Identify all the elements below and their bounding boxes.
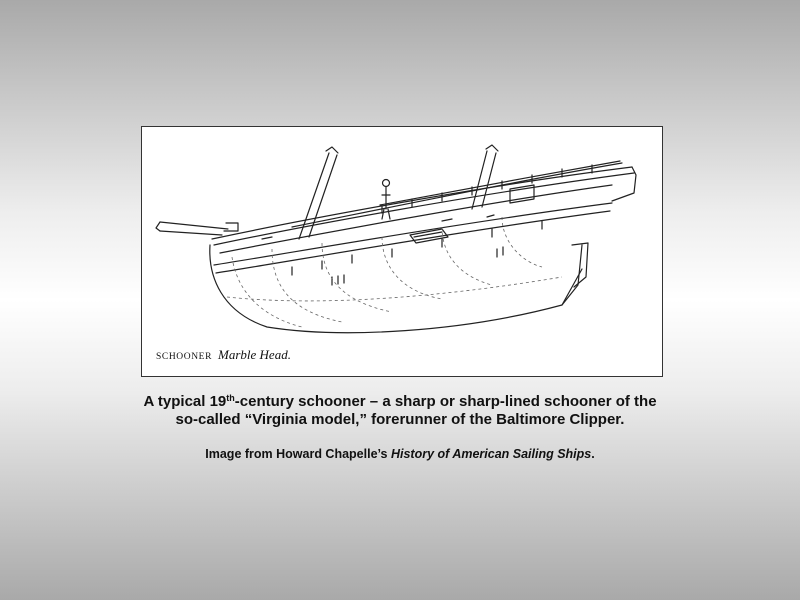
- credit-prefix: Image from Howard Chapelle’s: [205, 447, 391, 461]
- figure-label-prefix: SCHOONER: [156, 352, 213, 362]
- main-caption: [100, 393, 700, 429]
- caption-part1: A typical 19: [143, 393, 227, 410]
- image-credit: [100, 447, 700, 461]
- figure-label: [156, 347, 291, 363]
- credit-suffix: .: [591, 447, 595, 461]
- schooner-illustration: [141, 126, 663, 377]
- figure-label-name: Marble Head.: [218, 347, 291, 362]
- caption-part2: -century schooner – a sharp or sharp-lined schooner of the: [234, 393, 657, 410]
- schooner-drawing: [142, 127, 664, 378]
- caption-line2: so-called “Virginia model,” forerunner of the Baltimore Clipper.: [175, 411, 625, 428]
- credit-book-title: History of American Sailing Ships: [390, 447, 592, 461]
- caption-superscript: th: [226, 393, 235, 403]
